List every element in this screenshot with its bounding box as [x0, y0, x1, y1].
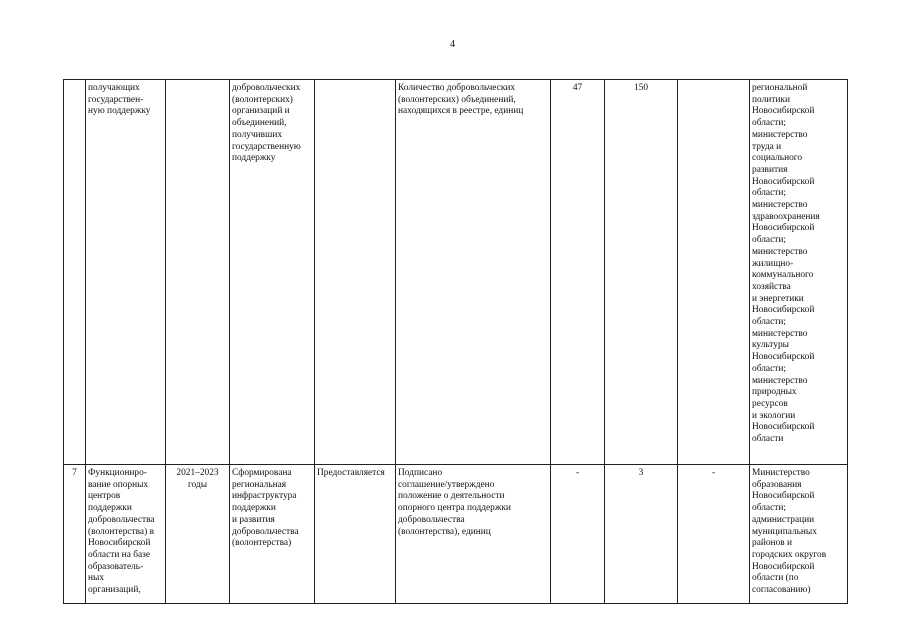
cell-indicator: Подписано соглашение/утверждено положение о деятельности опорного центра поддержки добровольчества (волонтерства), единиц	[396, 465, 551, 604]
cell-value-2: 3	[605, 465, 678, 604]
cell-result: Сформирована региональная инфраструктура поддержки и развития добровольчества (волонтерства)	[230, 465, 315, 604]
cell-indicator: Количество добровольческих (волонтерских) объединений, находящихся в реестре, единиц	[396, 80, 551, 465]
cell-result: добровольческих (волонтерских) организаций и объединений, получивших государственную поддержку	[230, 80, 315, 465]
cell-number	[64, 80, 86, 465]
cell-name: Функциониро- вание опорных центров поддержки добровольчества (волонтерства) в Новосибирской области на базе образователь- ных организаций,	[86, 465, 166, 604]
cell-value-1: -	[551, 465, 605, 604]
cell-value-1: 47	[551, 80, 605, 465]
table-row	[64, 80, 848, 465]
table-row	[64, 465, 848, 604]
cell-period: 2021–2023 годы	[166, 465, 230, 604]
cell-value-3: -	[678, 465, 750, 604]
cell-status: Предоставляется	[315, 465, 396, 604]
program-table	[63, 79, 848, 604]
cell-period	[166, 80, 230, 465]
page-number: 4	[450, 39, 455, 50]
cell-value-3	[678, 80, 750, 465]
cell-number: 7	[64, 465, 86, 604]
cell-executors: Министерство образования Новосибирской области; администрации муниципальных районов и городских округов Новосибирской области (по согласованию)	[750, 465, 848, 604]
cell-status	[315, 80, 396, 465]
cell-value-2: 150	[605, 80, 678, 465]
cell-executors: региональной политики Новосибирской области; министерство труда и социального развития Новосибирской области; министерство здравоохранения Новосибирской области; министерство жилищно- коммунального хозяйства и энергетики Новосибирской области; министерство культуры Новосибирской области; министерство природных ресурсов и экологии Новосибирской области	[750, 80, 848, 465]
cell-name: получающих государствен- ную поддержку	[86, 80, 166, 465]
